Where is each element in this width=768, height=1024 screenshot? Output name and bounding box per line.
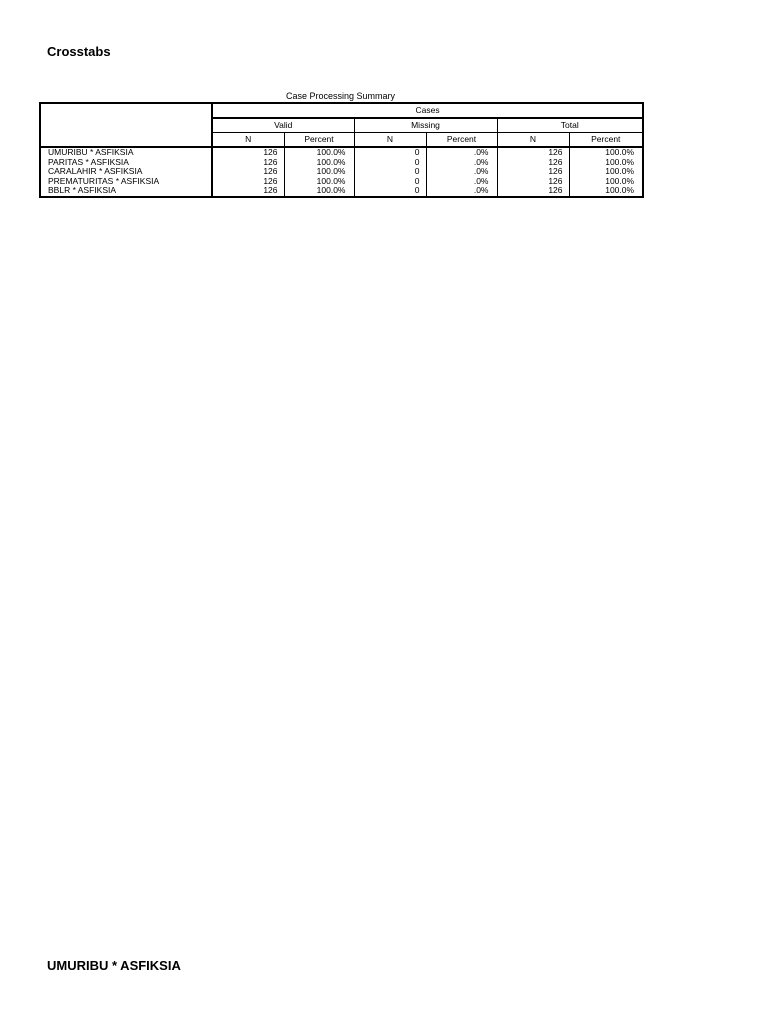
table-title: Case Processing Summary <box>285 91 396 101</box>
cell-valid-percent: 100.0% <box>284 186 354 197</box>
section-heading-crosstabs: Crosstabs <box>47 44 111 59</box>
column-header: Percent <box>569 133 643 148</box>
row-label: PREMATURITAS * ASFIKSIA <box>40 177 212 187</box>
section-heading-umuribu-asfiksia: UMURIBU * ASFIKSIA <box>47 958 181 973</box>
header-missing: Missing <box>354 118 497 133</box>
row-label: PARITAS * ASFIKSIA <box>40 158 212 168</box>
row-label: BBLR * ASFIKSIA <box>40 186 212 197</box>
cell-total-n: 126 <box>497 177 569 187</box>
cell-valid-percent: 100.0% <box>284 177 354 187</box>
cell-missing-percent: .0% <box>426 158 497 168</box>
column-header: N <box>497 133 569 148</box>
table-row <box>40 167 643 177</box>
cell-total-n: 126 <box>497 167 569 177</box>
cell-total-n: 126 <box>497 147 569 158</box>
cell-total-percent: 100.0% <box>569 158 643 168</box>
cell-missing-percent: .0% <box>426 177 497 187</box>
column-header: Percent <box>426 133 497 148</box>
case-processing-summary-table <box>39 102 644 198</box>
header-total: Total <box>497 118 643 133</box>
table-row <box>40 186 643 197</box>
table-stub-corner <box>40 103 212 147</box>
cell-missing-n: 0 <box>354 147 426 158</box>
column-header: Percent <box>284 133 354 148</box>
cell-total-percent: 100.0% <box>569 177 643 187</box>
cell-valid-percent: 100.0% <box>284 147 354 158</box>
row-label: UMURIBU * ASFIKSIA <box>40 147 212 158</box>
cell-valid-n: 126 <box>263 147 278 157</box>
cell-valid-n: 126 <box>263 186 278 195</box>
cell-missing-n: 0 <box>354 167 426 177</box>
row-label: CARALAHIR * ASFIKSIA <box>40 167 212 177</box>
cell-missing-n: 0 <box>354 158 426 168</box>
table-row <box>40 158 643 168</box>
header-valid: Valid <box>212 118 354 133</box>
cell-valid-n: 126 <box>263 176 278 186</box>
cell-valid-percent: 100.0% <box>284 167 354 177</box>
cell-total-percent: 100.0% <box>569 186 643 197</box>
cell-valid-n: 126 <box>263 167 278 176</box>
cell-missing-percent: .0% <box>426 147 497 158</box>
table-row <box>40 147 643 158</box>
column-header: N <box>212 133 284 148</box>
cell-valid-percent: 100.0% <box>284 158 354 168</box>
cell-total-percent: 100.0% <box>569 147 643 158</box>
cell-missing-percent: .0% <box>426 186 497 197</box>
cell-total-percent: 100.0% <box>569 167 643 177</box>
cell-missing-percent: .0% <box>426 167 497 177</box>
cell-valid-n: 126 <box>263 157 278 167</box>
header-cases: Cases <box>212 103 643 118</box>
table-row <box>40 177 643 187</box>
column-header: N <box>354 133 426 148</box>
cell-total-n: 126 <box>497 186 569 197</box>
cell-missing-n: 0 <box>354 186 426 197</box>
cell-total-n: 126 <box>497 158 569 168</box>
cell-missing-n: 0 <box>354 177 426 187</box>
